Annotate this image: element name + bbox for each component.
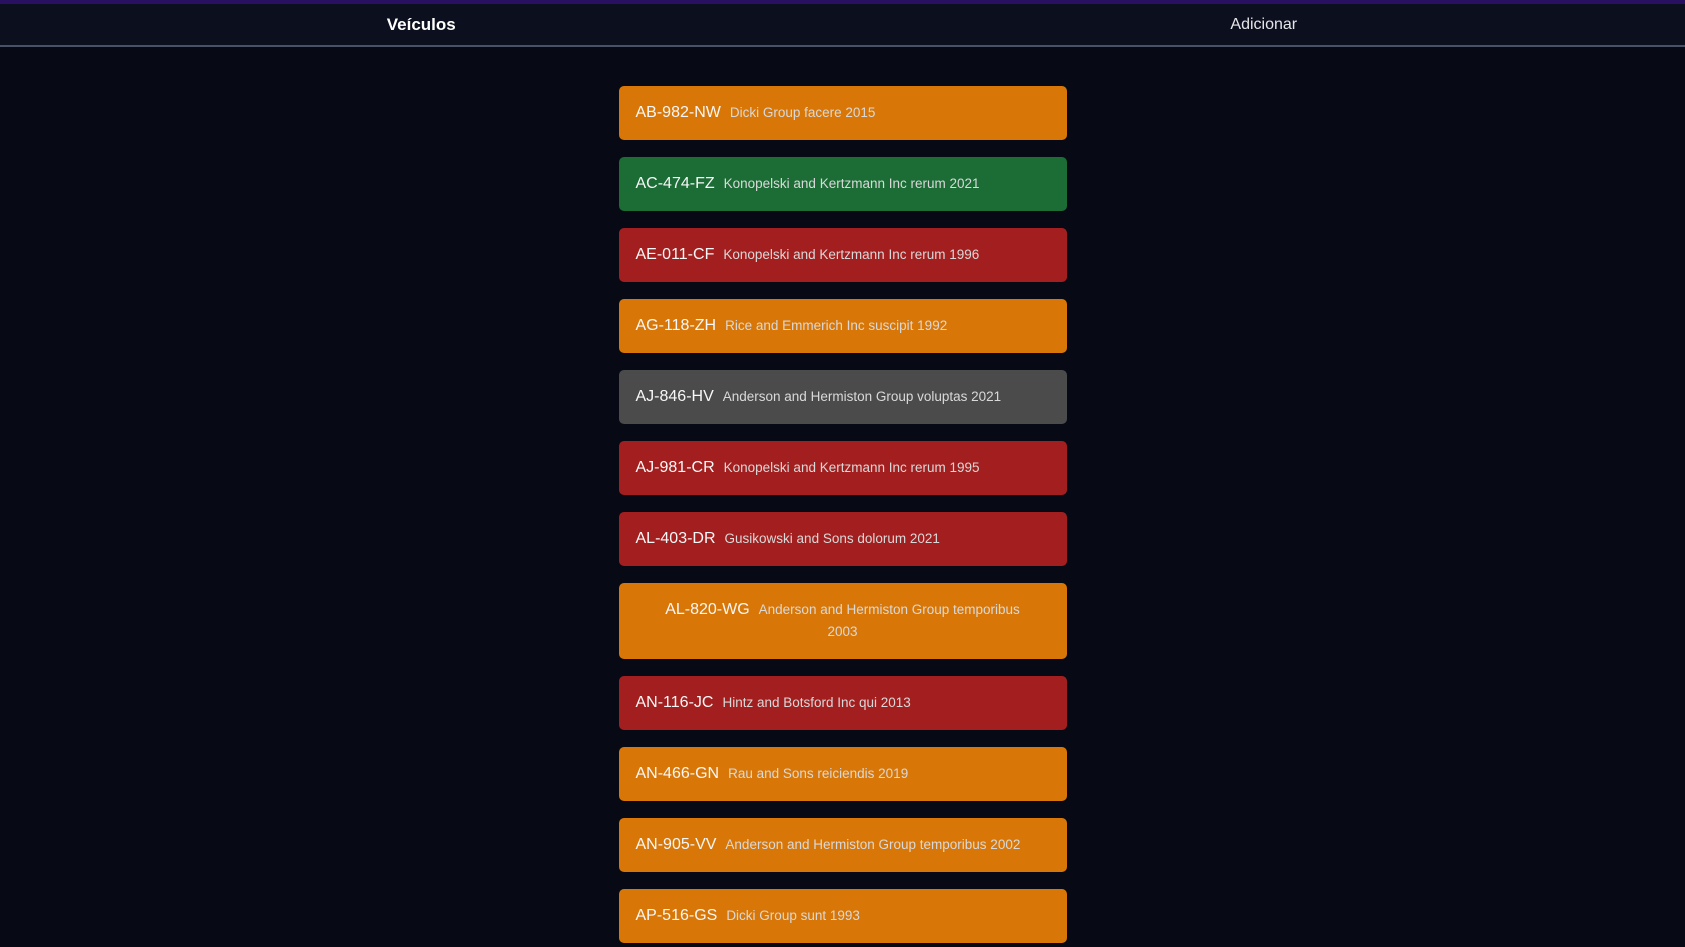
vehicle-card[interactable]	[619, 370, 1067, 424]
vehicle-plate: AN-905-VV	[635, 836, 717, 853]
vehicle-description: Rice and Emmerich Inc suscipit 1992	[725, 318, 948, 333]
vehicle-card[interactable]	[619, 583, 1067, 659]
vehicle-card[interactable]	[619, 228, 1067, 282]
vehicle-description: Anderson and Hermiston Group voluptas 2021	[722, 389, 1002, 404]
vehicle-description: Anderson and Hermiston Group temporibus 2002	[725, 837, 1021, 852]
vehicle-plate: AJ-846-HV	[635, 388, 714, 405]
nav-veiculos[interactable]: Veículos	[386, 15, 456, 34]
vehicle-card[interactable]	[619, 86, 1067, 140]
vehicle-card[interactable]	[619, 676, 1067, 730]
vehicle-plate: AP-516-GS	[635, 907, 718, 924]
vehicle-description: Hintz and Botsford Inc qui 2013	[722, 695, 911, 710]
vehicle-plate: AB-982-NW	[635, 104, 721, 121]
vehicle-description: Konopelski and Kertzmann Inc rerum 1996	[723, 247, 980, 262]
vehicle-plate: AL-820-WG	[665, 601, 750, 618]
vehicle-card[interactable]	[619, 889, 1067, 943]
vehicle-card[interactable]	[619, 512, 1067, 566]
vehicle-plate: AC-474-FZ	[635, 175, 715, 192]
vehicle-description: Konopelski and Kertzmann Inc rerum 2021	[723, 176, 980, 191]
vehicle-plate: AJ-981-CR	[635, 459, 715, 476]
vehicle-card[interactable]	[619, 747, 1067, 801]
vehicle-plate: AE-011-CF	[635, 246, 715, 263]
vehicle-description: Konopelski and Kertzmann Inc rerum 1995	[723, 460, 980, 475]
vehicle-description: Dicki Group facere 2015	[729, 105, 876, 120]
vehicle-description: Dicki Group sunt 1993	[726, 908, 860, 923]
app-header	[0, 0, 1685, 47]
vehicle-plate: AL-403-DR	[635, 530, 716, 547]
vehicle-card[interactable]	[619, 441, 1067, 495]
nav-adicionar[interactable]: Adicionar	[1230, 16, 1298, 33]
vehicle-card[interactable]	[619, 818, 1067, 872]
vehicle-list	[619, 47, 1067, 943]
vehicle-plate: AN-466-GN	[635, 765, 720, 782]
vehicle-description: Gusikowski and Sons dolorum 2021	[724, 531, 940, 546]
vehicle-card[interactable]	[619, 299, 1067, 353]
vehicle-card[interactable]	[619, 157, 1067, 211]
vehicle-plate: AN-116-JC	[635, 694, 714, 711]
vehicle-description: Rau and Sons reiciendis 2019	[728, 766, 909, 781]
vehicle-description: Anderson and Hermiston Group temporibus 2003	[758, 602, 1020, 639]
vehicle-plate: AG-118-ZH	[635, 317, 717, 334]
